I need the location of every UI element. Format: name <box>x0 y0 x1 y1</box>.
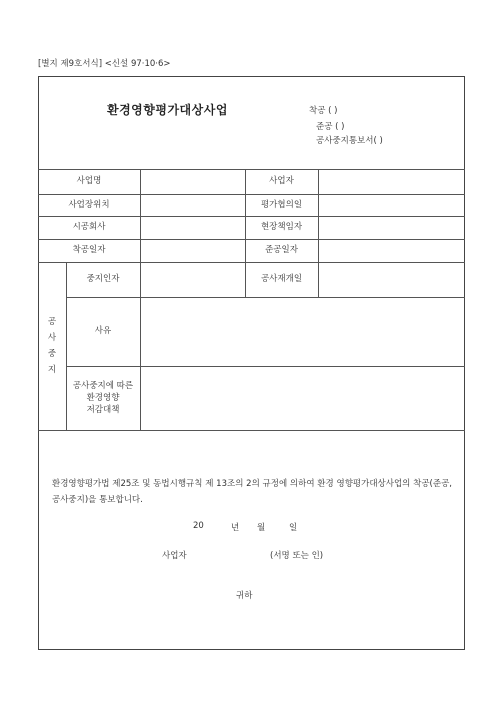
measures-line: 환경영향 <box>86 392 120 403</box>
measures-line: 공사중지에 따른 <box>72 380 134 391</box>
option-suspension-notice: 공사중지통보서( ) <box>316 136 383 146</box>
label-contractor: 시공회사 <box>72 222 106 233</box>
label-completion-date: 준공일자 <box>265 245 298 256</box>
signature-note: (서명 또는 인) <box>270 551 324 561</box>
date-year-prefix: 20 <box>193 521 204 531</box>
suspension-char: 중 <box>47 349 57 359</box>
option-start: 착공 ( ) <box>309 106 338 116</box>
option-completion: 준공 ( ) <box>316 122 345 132</box>
column-divider <box>318 169 319 297</box>
label-mitigation-measures <box>66 366 140 430</box>
column-divider <box>140 169 141 430</box>
label-site-manager: 현장책임자 <box>260 222 303 233</box>
suspension-char: 공 <box>47 317 57 327</box>
measures-line: 저감대책 <box>86 405 120 416</box>
notice-body: 환경영향평가법 제25조 및 동법시행규칙 제 13조의 2의 규정에 의하여 환경 영향평가대상사업의 착공(준공, 공사중지)을 통보합니다. <box>52 479 452 505</box>
suspension-section-label <box>38 262 66 430</box>
table-bottom-divider <box>38 430 465 431</box>
signer-label: 사업자 <box>162 551 187 561</box>
label-consultation-date: 평가협의일 <box>260 199 303 210</box>
label-reason: 사유 <box>94 326 112 337</box>
form-title: 환경영향평가대상사업 <box>107 103 228 117</box>
label-resume-date: 공사재개일 <box>260 274 303 285</box>
date-month-unit: 월 <box>257 523 266 533</box>
label-operator: 사업자 <box>269 176 294 187</box>
recipient-label: 귀하 <box>236 591 253 601</box>
label-location: 사업장위치 <box>68 199 110 210</box>
label-suspension-date: 중지인자 <box>86 274 120 285</box>
label-start-date: 착공일자 <box>72 245 106 256</box>
date-day-unit: 일 <box>289 523 298 533</box>
label-business-name: 사업명 <box>76 176 102 187</box>
date-year-unit: 년 <box>231 523 240 533</box>
suspension-char: 사 <box>47 333 57 343</box>
suspension-char: 지 <box>47 365 57 375</box>
form-number-label: [별지 제9호서식] <신설 97·10·6> <box>38 59 171 69</box>
